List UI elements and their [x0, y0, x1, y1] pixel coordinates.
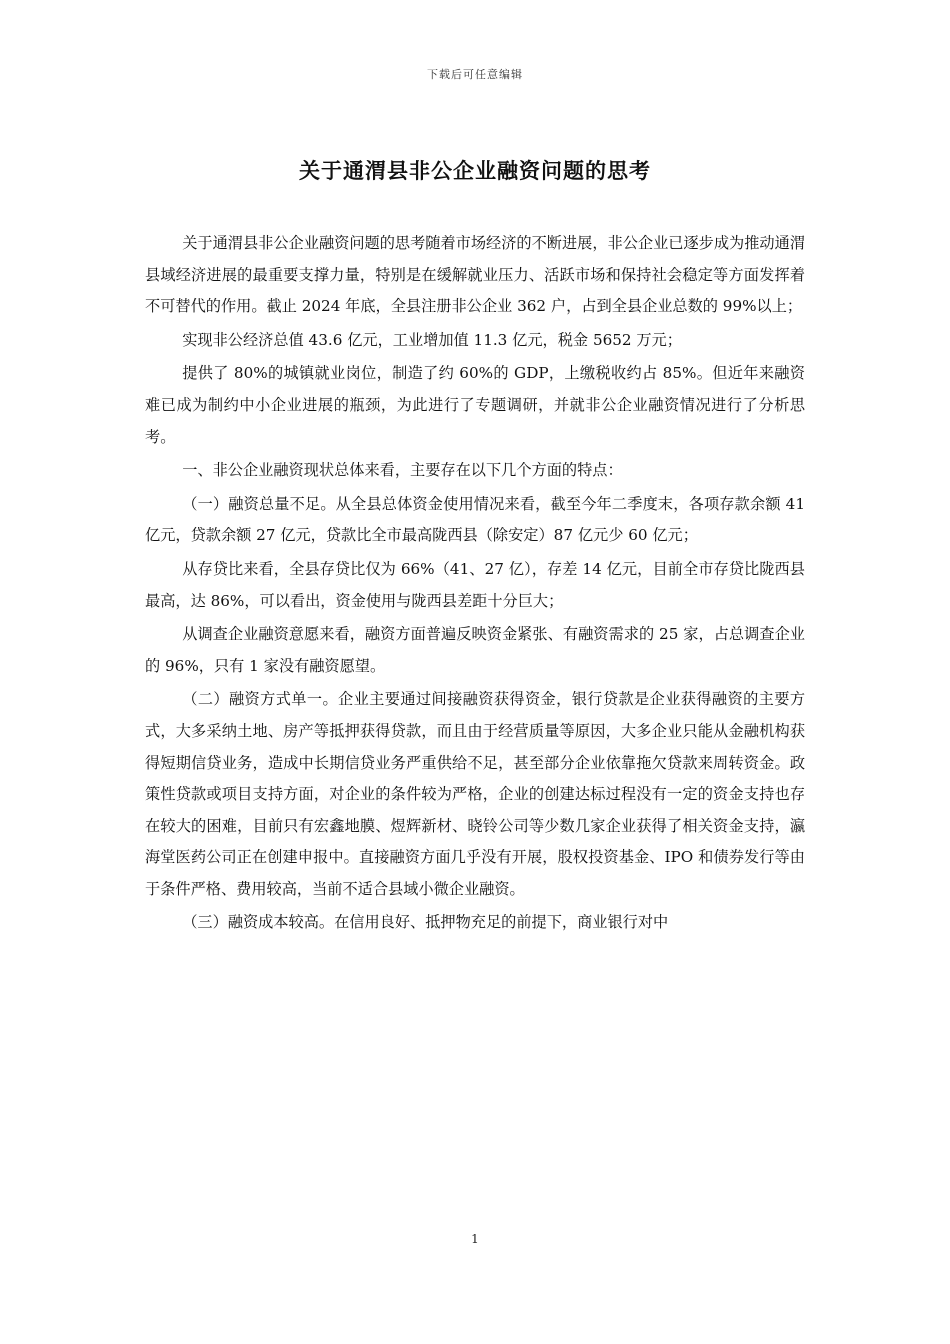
paragraph: （三）融资成本较高。在信用良好、抵押物充足的前提下，商业银行对中	[182, 913, 669, 932]
section-heading: 一、非公企业融资现状总体来看，主要存在以下几个方面的特点：	[182, 461, 623, 480]
document-title: 关于通渭县非公企业融资问题的思考	[299, 158, 651, 183]
paragraph: 提供了 80%的城镇就业岗位，制造了约 60%的 GDP，上缴税收约占 85%。但近年来融资难已成为制约中小企业进展的瓶颈，为此进行了专题调研，并就非公企业融资情况进行了分析思考。	[145, 364, 805, 446]
paragraph: 从调查企业融资意愿来看，融资方面普遍反映资金紧张、有融资需求的 25 家，占总调查企业的 96%，只有 1 家没有融资愿望。	[145, 625, 805, 675]
page-header-note: 下载后可任意编辑	[427, 68, 523, 81]
paragraph: （二）融资方式单一。企业主要通过间接融资获得资金，银行贷款是企业获得融资的主要方式，大多采纳土地、房产等抵押获得贷款，而且由于经营质量等原因，大多企业只能从金融机构获得短期信贷业务，造成中长期信贷业务严重供给不足，甚至部分企业依靠拖欠贷款来周转资金。政策性贷款或项目支持方面，对企业的条件较为严格，企业的创建达标过程没有一定的资金支持也存在较大的困难，目前只有宏鑫地膜、煜辉新材、晓铃公司等少数几家企业获得了相关资金支持，瀛海堂医药公司正在创建申报中。直接融资方面几乎没有开展，股权投资基金、IPO 和债券发行等由于条件严格、费用较高，当前不适合县域小微企业融资。	[145, 690, 805, 898]
page-number: 1	[471, 1232, 479, 1246]
paragraph: （一）融资总量不足。从全县总体资金使用情况来看，截至今年二季度末，各项存款余额 41 亿元，贷款余额 27 亿元，贷款比全市最高陇西县（除安定）87 亿元少 60 亿元；	[145, 494, 805, 545]
paragraph: 关于通渭县非公企业融资问题的思考随着市场经济的不断进展，非公企业已逐步成为推动通渭县域经济进展的最重要支撑力量，特别是在缓解就业压力、活跃市场和保持社会稳定等方面发挥着不可替代的作用。截止 2024 年底，全县注册非公企业 362 户，占到全县企业总数的 99%以上；	[145, 234, 805, 316]
paragraph: 实现非公经济总值 43.6 亿元，工业增加值 11.3 亿元，税金 5652 万元；	[182, 330, 682, 349]
document-body	[145, 228, 805, 941]
paragraph: 从存贷比来看，全县存贷比仅为 66%（41、27 亿），存差 14 亿元，目前全市存贷比陇西县最高，达 86%，可以看出，资金使用与陇西县差距十分巨大；	[145, 559, 805, 610]
